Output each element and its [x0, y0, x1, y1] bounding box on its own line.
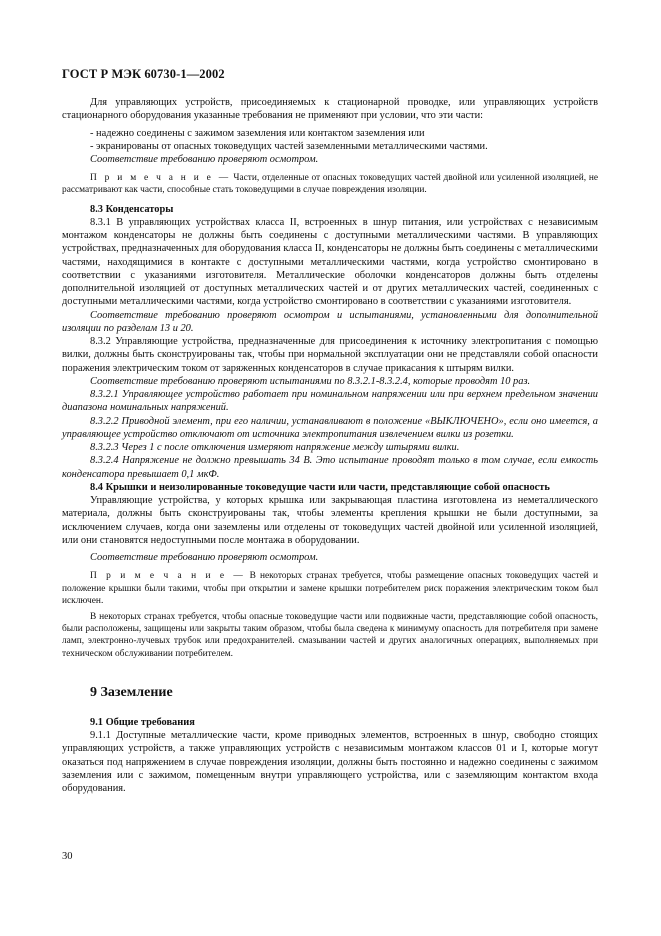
clause-8-3-2-3: 8.3.2.3 Через 1 с после отключения измеряют напряжение между штырями вилки. — [90, 442, 460, 454]
note-continuation: В некоторых странах требуется, чтобы опасные токоведущие части или подвижные части, представляющие собой опасность, были расположены, защищены или закрыты таким образом, чтобы была сведена к минимуму опасность для потребителя при замене ламп, электронно-лучевых трубок или предохранителей. смазывании частей и других аналогичных операциях, выполняемых при техническом обслуживании потребителем. — [62, 612, 598, 659]
section-heading-8-4: 8.4 Крышки и неизолированные токоведущие части или части, представляющие собой опасность — [90, 481, 550, 493]
note-label: П р и м е ч а н и е — — [90, 173, 231, 184]
list-item: - экранированы от опасных токоведущих частей заземленными металлическими частями. — [90, 140, 488, 152]
intro-paragraph: Для управляющих устройств, присоединяемых к стационарной проводке, или управляющих устройств стационарного оборудования указанные требования не применяют при условии, что эти части: — [62, 97, 598, 122]
clause-8-3-1: 8.3.1 В управляющих устройствах класса II, встроенных в шнур питания, или устройствах с независимым монтажом конденсаторы не должны быть соединены с доступными металлическими частями. В управляющих устройствах, предназначенных для оборудования класса II, конденсаторы не должны быть соединены с металлическими частями, находящимися в контакте с доступными металлическими частями, когда устройство смонтировано в соответствии с указаниями изготовителя. Металлические оболочки конденсаторов должны быть отделены дополнительной изоляцией от доступных металлических частей и от других металлических частей, соединенных с доступными металлическими частями, когда устройство смонтировано в соответствии с указаниями изготовителя. — [62, 216, 598, 308]
section-title-9: 9 Заземление — [90, 684, 173, 700]
note-text: Части, отделенные от опасных токоведущих частей двойной или усиленной изоляцией, не рассматривают как части, способные стать токоведущими в случае повреждения изоляции. — [62, 173, 598, 196]
compliance-check: Соответствие требованию проверяют осмотром. — [90, 154, 319, 165]
clause-8-3-2-4: 8.3.2.4 Напряжение не должно превышать 34 В. Это испытание проводят только в том случае, если емкость конденсатора превышает 0,1 мкФ. — [62, 455, 598, 480]
note — [62, 570, 598, 607]
clause-9-1-1: 9.1.1 Доступные металлические части, кроме приводных элементов, встроенных в шнур, свободно стоящих управляющих устройств, а также управляющих устройств с независимым монтажом классов 01 и I, которые могут оказаться под напряжением в случае повреждения изоляции, должны быть постоянно и надежно соединены с зажимом заземления или с зажимом, помещенным внутри управляющего устройства, или с заземляющим контактом входа оборудования. — [62, 730, 598, 795]
clause-8-4-text: Управляющие устройства, у которых крышка или закрывающая пластина изготовлена из неметаллического материала, должны быть сконструированы так, чтобы элементы крепления крышки не были доступными, за исключением случаев, когда они заземлены или отделены от токоведущих частей двойной или усиленной изоляцией, или они становятся недоступными после монтажа в оборудовании. — [62, 495, 598, 546]
document-header: ГОСТ Р МЭК 60730-1—2002 — [62, 67, 225, 81]
clause-8-3-2: 8.3.2 Управляющие устройства, предназначенные для присоединения к источнику электропитания с помощью вилки, должны быть сконструированы так, чтобы при нормальной эксплуатации они не представляли собой опасности поражения электрическим током от заряженных конденсаторов в случае прикасания к штырям вилки. — [62, 336, 598, 374]
note-label: П р и м е ч а н и е — — [90, 571, 246, 582]
note — [62, 172, 598, 196]
page-number: 30 — [62, 851, 73, 862]
clause-8-3-2-1: 8.3.2.1 Управляющее устройство работает при номинальном напряжении или при верхнем предельном значении диапазона номинальных напряжений. — [62, 389, 598, 414]
clause-8-3-2-2: 8.3.2.2 Приводной элемент, при его наличии, устанавливают в положение «ВЫКЛЮЧЕНО», если оно имеется, а управляющее устройство отключают от источника электропитания извлечением вилки из розетки. — [62, 415, 598, 440]
note-text: В некоторых странах требуется, чтобы размещение опасных токоведущих частей и положение крышки были такими, чтобы при открытии и замене крышки потребителем риск поражения электрическим током был исключен. — [62, 571, 598, 606]
compliance-check: Соответствие требованию проверяют осмотром и испытаниями, установленными для дополнительной изоляции по разделам 13 и 20. — [62, 309, 598, 334]
section-heading-8-3: 8.3 Конденсаторы — [90, 203, 174, 215]
list-item: - надежно соединены с зажимом заземления или контактом заземления или — [90, 127, 425, 139]
compliance-check: Соответствие требованию проверяют испытаниями по 8.3.2.1-8.3.2.4, которые проводят 10 раз. — [90, 375, 531, 387]
page-body — [62, 96, 598, 795]
section-heading-9-1: 9.1 Общие требования — [90, 716, 195, 728]
compliance-check: Соответствие требованию проверяют осмотром. — [90, 552, 319, 564]
